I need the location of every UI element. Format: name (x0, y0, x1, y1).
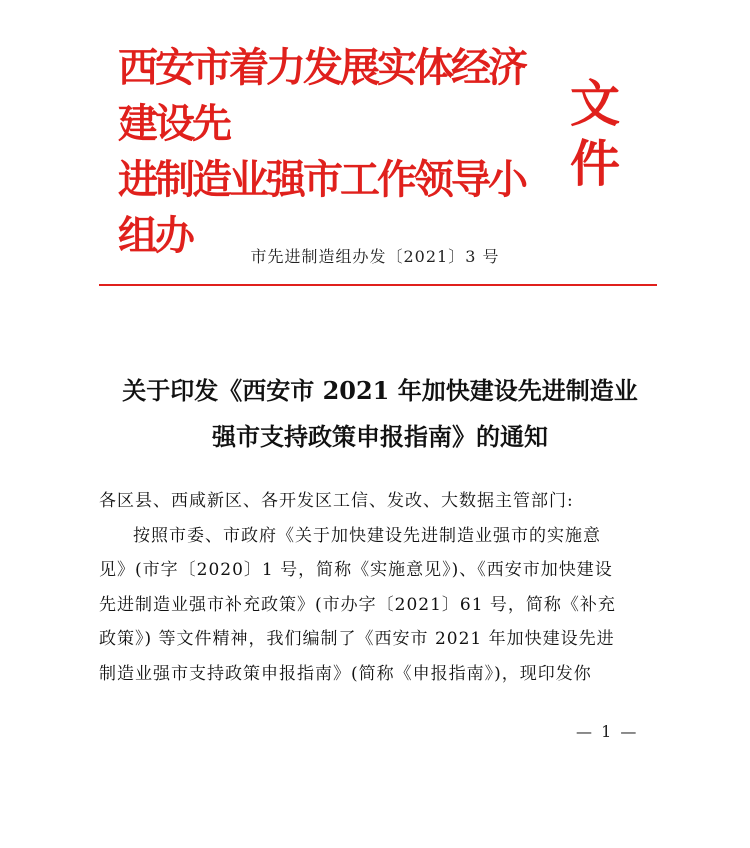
paragraph-line: 政策》) 等文件精神，我们编制了《西安市 2021 年加快建设先进 (99, 629, 615, 649)
organization-line-2: 进制造业强市工作领导小组办 (118, 156, 525, 259)
salutation: 各区县、西咸新区、各开发区工信、发改、大数据主管部门: (99, 491, 574, 511)
title-line-1: 关于印发《西安市 2021 年加快建设先进制造业 (122, 376, 638, 405)
page-number: — 1 — (576, 722, 639, 741)
issuing-organization (118, 40, 558, 264)
document-number: 市先进制造组办发〔2021〕3 号 (250, 247, 500, 266)
paragraph-line: 按照市委、市政府《关于加快建设先进制造业强市的实施意 (133, 525, 601, 546)
document-type-label: 文件 (570, 74, 622, 193)
paragraph-line: 制造业强市支持政策申报指南》(简称《申报指南》)，现印发你 (99, 663, 592, 684)
title-line-2: 强市支持政策申报指南》的通知 (212, 422, 548, 451)
paragraph (99, 519, 659, 692)
organization-line-1: 西安市着力发展实体经济建设先 (118, 44, 525, 147)
paragraph-line: 见》(市字〔2020〕1 号，简称《实施意见》)、《西安市加快建设 (99, 560, 613, 580)
paragraph-line: 先进制造业强市补充政策》(市办字〔2021〕61 号，简称《补充 (99, 594, 616, 615)
red-divider-line (99, 284, 657, 286)
document-body (99, 484, 659, 691)
document-title (80, 368, 680, 460)
